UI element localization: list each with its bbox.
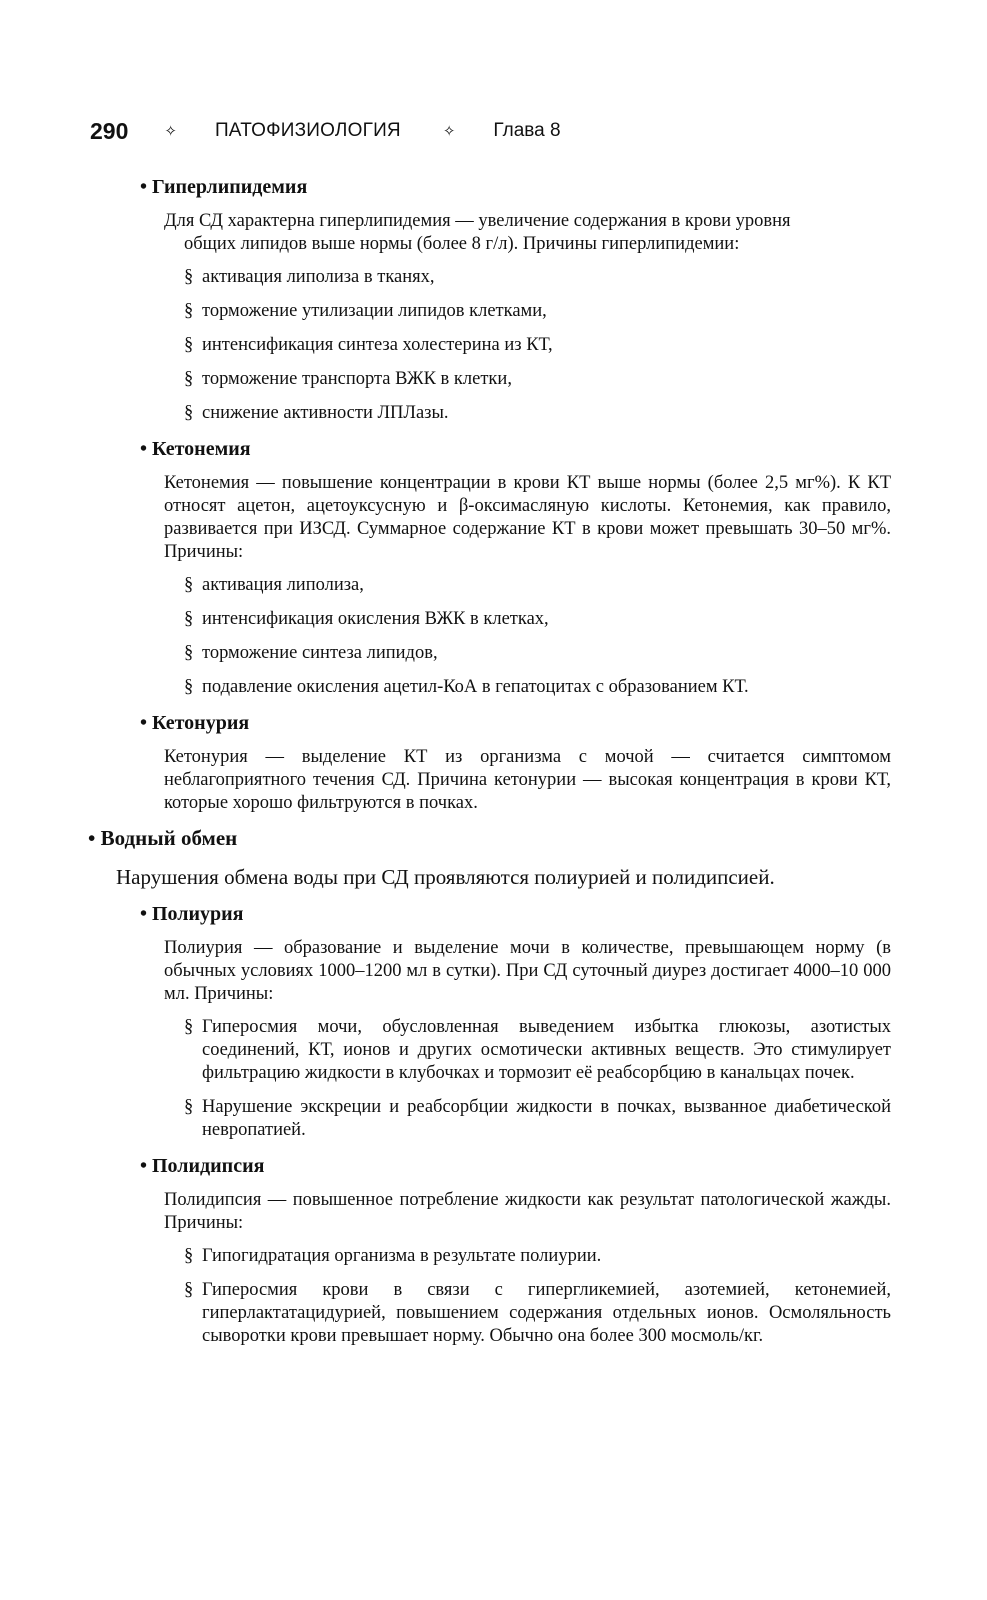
book-title: ПАТОФИЗИОЛОГИЯ xyxy=(214,120,401,141)
running-header xyxy=(90,116,561,146)
list-hyperlipidemia-causes xyxy=(184,266,891,425)
section-mark-icon: § xyxy=(184,1280,194,1300)
list-item: § интенсификация окисления ВЖК в клетках, xyxy=(184,609,549,629)
list-item: § активация липолиза, xyxy=(184,575,364,595)
list-ketonemia-causes xyxy=(184,574,891,699)
paragraph-polydipsia: Полидипсия — повышенное потребление жидкости как результат патологической жажды. Причины: xyxy=(164,1190,891,1233)
paragraph-ketonuria: Кетонурия — выделение КТ из организма с мочой — считается симптомом неблагоприятного течения СД. Причина кетонурии — высокая концентрация в крови КТ, которые хорошо фильтруются в почках. xyxy=(164,747,891,813)
list-polyuria-causes xyxy=(184,1016,891,1142)
section-mark-icon: § xyxy=(184,609,194,629)
section-mark-icon: § xyxy=(184,575,194,595)
list-item: § Гиперосмия мочи, обусловленная выведением избытка глюкозы, азотистых соединений, КТ, ионов и других осмотически активных веществ. Это стимулирует фильтрацию жидкости в клубочках и тормозит её реабсорбцию в канальцах почек. xyxy=(184,1017,891,1083)
heading-ketonemia: • Кетонемия xyxy=(140,438,251,460)
heading-hyperlipidemia: • Гиперлипидемия xyxy=(140,176,308,198)
section-mark-icon: § xyxy=(184,369,194,389)
list-item: § Нарушение экскреции и реабсорбции жидкости в почках, вызванное диабетической невропатией. xyxy=(184,1097,891,1140)
section-mark-icon: § xyxy=(184,301,194,321)
section-mark-icon: § xyxy=(184,1246,194,1266)
paragraph-line: Для СД характерна гиперлипидемия — увеличение содержания в крови уровня xyxy=(164,211,791,231)
chapter-label: Глава 8 xyxy=(493,120,561,141)
list-item: § подавление окисления ацетил-КоА в гепатоцитах с образованием КТ. xyxy=(184,677,749,697)
list-item: § торможение транспорта ВЖК в клетки, xyxy=(184,369,512,389)
list-item: § Гипогидратация организма в результате полиурии. xyxy=(184,1246,602,1266)
heading-polyuria: • Полиурия xyxy=(140,903,244,925)
heading-water-metabolism: • Водный обмен xyxy=(88,826,238,850)
list-item: § Гиперосмия крови в связи с гипергликемией, азотемией, кетонемией, гиперлактатацидурией, повышением содержания отдельных ионов. Осмоляльность сыворотки крови превышает норму. Обычно она более 300 мосмоль/кг. xyxy=(184,1280,891,1346)
section-mark-icon: § xyxy=(184,267,194,287)
heading-ketonuria: • Кетонурия xyxy=(140,712,250,734)
list-item: § торможение утилизации липидов клетками, xyxy=(184,301,547,321)
section-mark-icon: § xyxy=(184,643,194,663)
section-mark-icon: § xyxy=(184,335,194,355)
diamond-icon: ✧ xyxy=(164,123,177,140)
paragraph-water-metabolism: Нарушения обмена воды при СД проявляются полиурией и полидипсией. xyxy=(116,865,775,889)
section-mark-icon: § xyxy=(184,403,194,423)
paragraph-ketonemia: Кетонемия — повышение концентрации в крови КТ выше нормы (более 2,5 мг%). К КТ относят ацетон, ацетоуксусную и β-оксимасляную кислоты. Кетонемия, как правило, развивается при ИЗСД. Суммарное содержание КТ в крови может превышать 30–50 мг%. Причины: xyxy=(164,473,891,562)
paragraph-polyuria: Полиурия — образование и выделение мочи в количестве, превышающем норму (в обычных условиях 1000–1200 мл в сутки). При СД суточный диурез достигает 4000–10 000 мл. Причины: xyxy=(164,938,891,1004)
list-polydipsia-causes xyxy=(184,1245,891,1348)
section-mark-icon: § xyxy=(184,1097,194,1117)
page-number: 290 xyxy=(90,117,129,144)
section-mark-icon: § xyxy=(184,1017,194,1037)
paragraph-line: общих липидов выше нормы (более 8 г/л). Причины гиперлипидемии: xyxy=(184,234,740,254)
list-item: § интенсификация синтеза холестерина из КТ, xyxy=(184,335,553,355)
diamond-icon: ✧ xyxy=(442,123,456,140)
list-item: § активация липолиза в тканях, xyxy=(184,267,435,287)
page-content xyxy=(0,174,987,1359)
list-item: § торможение синтеза липидов, xyxy=(184,643,438,663)
list-item: § снижение активности ЛПЛазы. xyxy=(184,403,449,423)
section-mark-icon: § xyxy=(184,677,194,697)
paragraph-hyperlipidemia xyxy=(164,210,891,256)
heading-polydipsia: • Полидипсия xyxy=(140,1155,265,1177)
